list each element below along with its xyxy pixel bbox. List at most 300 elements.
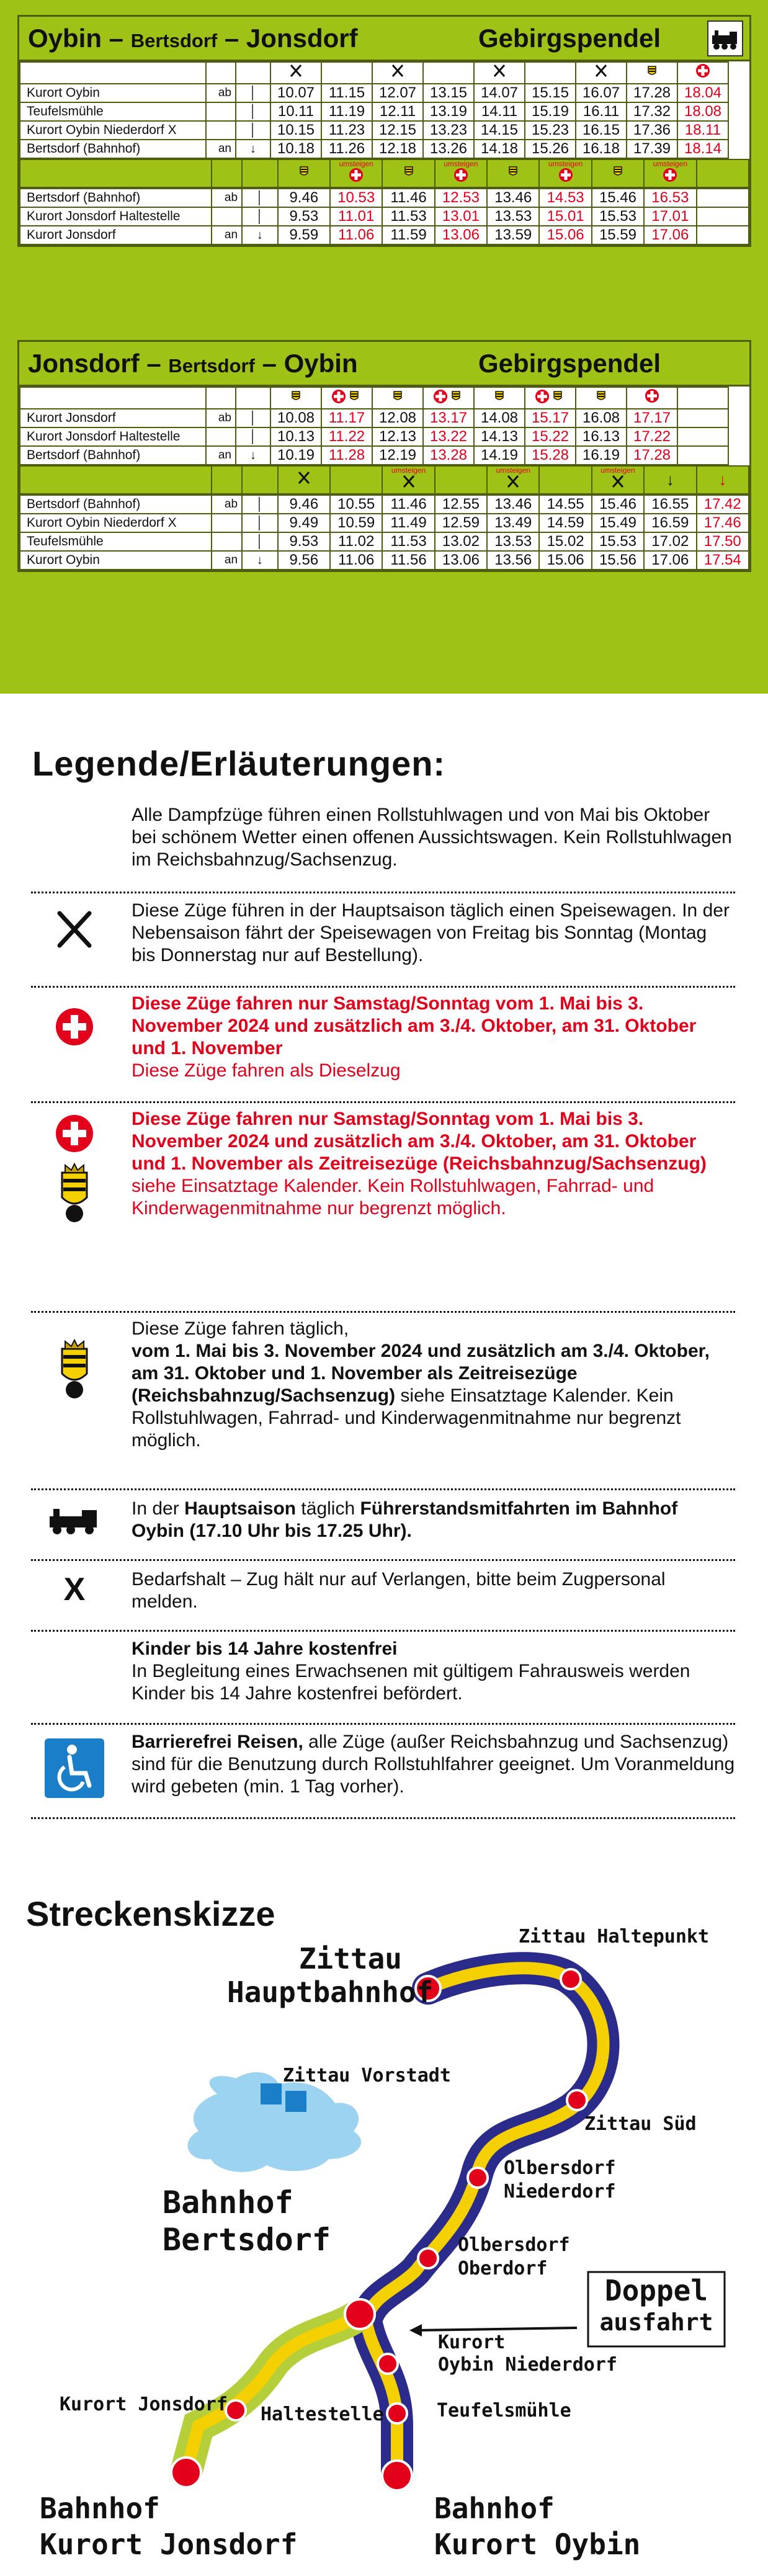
- departure-time: 18.08: [677, 102, 728, 121]
- departure-time: 9.53: [278, 532, 330, 551]
- departure-time: 17.28: [627, 84, 677, 102]
- departure-time: 14.55: [539, 495, 591, 514]
- station-name: Teufelsmühle: [20, 532, 212, 551]
- departure-time: 14.53: [539, 189, 591, 207]
- departure-time: [697, 189, 749, 207]
- departure-time: 11.26: [321, 140, 372, 158]
- dining-car-icon: [592, 466, 644, 494]
- departure-time: 17.54: [697, 551, 749, 570]
- empty-cell: [20, 159, 212, 187]
- departure-time: 13.53: [487, 207, 539, 226]
- departure-time: [677, 409, 728, 427]
- timetable-section-bottom: [19, 494, 749, 570]
- departure-time: 10.08: [270, 409, 321, 427]
- fork-knife-icon: [31, 907, 118, 955]
- table-row: [20, 226, 749, 244]
- timetable-title: Jonsdorf – Bertsdorf – Oybin: [28, 348, 358, 378]
- departure-time: 15.53: [592, 532, 644, 551]
- departure-time: 11.49: [382, 514, 434, 532]
- timetable-header: [19, 342, 749, 387]
- departure-time: [677, 427, 728, 446]
- departure-time: 11.19: [321, 102, 372, 121]
- timetable-transfer-row: [19, 465, 749, 494]
- diesel-cross-icon: [330, 159, 382, 187]
- legend-text: In der Hauptsaison täglich Führerstandsmitfahrten im Bahnhof Oybin (17.10 Uhr bis 17.25 Uhr).: [132, 1498, 678, 1541]
- table-row: [20, 532, 749, 551]
- ab-an-label: [206, 102, 236, 121]
- departure-time: 17.50: [697, 532, 749, 551]
- departure-time: 15.26: [525, 140, 576, 158]
- empty-cell: [20, 387, 206, 409]
- station-olbersdorf-niederdorf: [468, 2168, 488, 2188]
- departure-time: 11.06: [330, 226, 382, 244]
- departure-time: 16.55: [644, 495, 696, 514]
- table-row: [20, 121, 768, 140]
- departure-time: 12.19: [372, 446, 423, 465]
- station-bertsdorf: [345, 2299, 375, 2329]
- departure-time: 16.15: [576, 121, 627, 140]
- ab-an-label: an: [212, 226, 242, 244]
- departure-time: 11.01: [330, 207, 382, 226]
- zeitreise-coat-icon: [372, 387, 423, 409]
- steam-locomotive-icon: [707, 20, 743, 56]
- departure-time: 15.06: [539, 551, 591, 570]
- legend-title: Legende/Erläuterungen:: [32, 744, 446, 783]
- legend-text: Bedarfshalt – Zug hält nur auf Verlangen, bitte beim Zugpersonal melden.: [132, 1569, 666, 1612]
- departure-time: 16.59: [644, 514, 696, 532]
- departure-time: 15.46: [592, 189, 644, 207]
- legend-item-request-stop: [31, 1562, 735, 1632]
- departure-time: 12.18: [372, 140, 423, 158]
- departure-time: 10.15: [270, 121, 321, 140]
- umsteigen-label: umsteigen: [601, 466, 635, 475]
- departure-time: 14.08: [474, 409, 525, 427]
- timetable-oybin-jonsdorf: [17, 15, 751, 247]
- departure-time: 14.18: [474, 140, 525, 158]
- table-row: [20, 514, 749, 532]
- departure-time: 17.02: [644, 532, 696, 551]
- label-olbersdorf-niederdorf: Olbersdorf Niederdorf: [504, 2157, 616, 2203]
- departure-time: 9.46: [278, 189, 330, 207]
- ab-an-label: [206, 121, 236, 140]
- direction-arrow-icon: ↓: [242, 551, 278, 570]
- departure-time: 18.04: [677, 84, 728, 102]
- empty-cell: [423, 62, 474, 84]
- departure-time: 13.02: [435, 532, 487, 551]
- departure-time: 17.39: [627, 140, 677, 158]
- direction-arrow-icon: │: [242, 207, 278, 226]
- label-bahnhof-bertsdorf: Bahnhof Bertsdorf: [163, 2185, 331, 2258]
- label-bahnhof-kurort-jonsdorf: Bahnhof Kurort Jonsdorf: [40, 2492, 298, 2561]
- timetable-header: [19, 17, 749, 61]
- departure-time: 17.06: [644, 551, 696, 570]
- departure-time: 13.46: [487, 189, 539, 207]
- station-name: Kurort Jonsdorf Haltestelle: [20, 207, 212, 226]
- departure-time: 13.19: [423, 102, 474, 121]
- departure-time: 13.56: [487, 551, 539, 570]
- label-zittau-hbf-2: Hauptbahnhof: [227, 1975, 434, 2009]
- label-doppelausfahrt: Doppel ausfahrt: [599, 2274, 713, 2336]
- timetable-section-top: [19, 387, 768, 465]
- legend-item-accessibility: [31, 1726, 735, 1819]
- legend-item-diesel: [31, 989, 735, 1103]
- empty-cell: [206, 62, 236, 84]
- table-row: [20, 140, 768, 158]
- departure-time: 16.53: [644, 189, 696, 207]
- departure-time: 14.13: [474, 427, 525, 446]
- empty-cell: [330, 466, 382, 494]
- departure-time: 12.59: [435, 514, 487, 532]
- departure-time: 9.46: [278, 495, 330, 514]
- departure-time: 17.32: [627, 102, 677, 121]
- station-name: Kurort Oybin: [20, 551, 212, 570]
- zeitreise-coat-icon: [627, 62, 677, 84]
- empty-cell: [321, 62, 372, 84]
- diesel-cross-icon: [627, 387, 677, 409]
- empty-cell: [20, 62, 206, 84]
- departure-time: 15.59: [592, 226, 644, 244]
- dining-car-icon: [270, 62, 321, 84]
- departure-time: 15.28: [525, 446, 576, 465]
- departure-time: 13.15: [423, 84, 474, 102]
- legend-text: Diese Züge führen in der Hauptsaison täglich einen Speisewagen. In der Nebensaison fährt der Speisewagen von Freitag bis Sonntag (Montag bis Donnerstag nur auf Bestellung).: [132, 900, 730, 965]
- label-bahnhof-kurort-oybin: Bahnhof Kurort Oybin: [434, 2492, 641, 2561]
- departure-time: 15.17: [525, 409, 576, 427]
- legend-text: Barrierefrei Reisen, alle Züge (außer Reichsbahnzug und Sachsenzug) sind für die Benutzung durch Rollstuhlfahrer geeignet. Um Voranmeldung wird gebeten (min. 1 Tag vorher).: [132, 1732, 735, 1797]
- departure-time: 15.56: [592, 551, 644, 570]
- icon-header-row: [20, 62, 768, 84]
- departure-time: 15.46: [592, 495, 644, 514]
- saxony-coat-of-arms-icon: [31, 1336, 118, 1408]
- empty-cell: [236, 387, 270, 409]
- departure-time: 15.19: [525, 102, 576, 121]
- departure-time: 15.02: [539, 532, 591, 551]
- dining-car-icon: [382, 466, 434, 494]
- table-row: [20, 207, 749, 226]
- transfer-row: [20, 466, 749, 494]
- table-row: [20, 84, 768, 102]
- legend-item-wheelchair-car: [31, 800, 735, 893]
- departure-time: 13.22: [423, 427, 474, 446]
- departure-time: 17.46: [697, 514, 749, 532]
- direction-arrow-icon: │: [236, 102, 270, 121]
- empty-cell: [539, 466, 591, 494]
- departure-time: 15.01: [539, 207, 591, 226]
- diesel-cross-icon: [677, 62, 728, 84]
- departure-time: 10.11: [270, 102, 321, 121]
- label-haltestelle: Haltestelle: [261, 2404, 384, 2425]
- departure-time: 11.06: [330, 551, 382, 570]
- departure-time: 11.46: [382, 189, 434, 207]
- departure-time: 11.59: [382, 226, 434, 244]
- departure-time: 11.56: [382, 551, 434, 570]
- red-cross-icon: [31, 1114, 118, 1156]
- departure-time: 11.23: [321, 121, 372, 140]
- empty-cell: [242, 159, 278, 187]
- departure-time: 13.06: [435, 551, 487, 570]
- departure-time: 12.08: [372, 409, 423, 427]
- table-row: [20, 102, 768, 121]
- table-row: [20, 495, 749, 514]
- ab-an-label: an: [206, 446, 236, 465]
- station-name: Bertsdorf (Bahnhof): [20, 446, 206, 465]
- zeitreise-coat-icon: [278, 159, 330, 187]
- departure-time: 10.13: [270, 427, 321, 446]
- station-oybin-niederdorf: [378, 2354, 398, 2374]
- departure-time: 14.11: [474, 102, 525, 121]
- dining-car-icon: [372, 62, 423, 84]
- departure-time: 12.55: [435, 495, 487, 514]
- empty-cell: [212, 159, 242, 187]
- departure-time: 10.07: [270, 84, 321, 102]
- label-kurort-jonsdorf-small: Kurort Jonsdorf: [60, 2394, 228, 2415]
- arrow-down-red-icon: ↓: [697, 466, 749, 494]
- timetable-title: Oybin – Bertsdorf – Jonsdorf: [28, 23, 358, 53]
- transfer-row: [20, 159, 749, 187]
- diesel-zeitreise-icon: [525, 387, 576, 409]
- departure-time: 12.15: [372, 121, 423, 140]
- ab-an-label: ab: [212, 495, 242, 514]
- departure-time: [697, 207, 749, 226]
- diesel-zeitreise-icon: [423, 387, 474, 409]
- legend-text: Diese Züge fahren nur Samstag/Sonntag vom 1. Mai bis 3. November 2024 und zusätzlich am 3./4. Oktober, am 31. Oktober und 1. November als Zeitreisezüge (Reichsbahnzug/Sachsenzug) siehe Einsatztage Kalender. Kein Rollstuhlwagen, Fahrrad- und Kinderwagenmitnahme nur begrenzt möglich.: [132, 1109, 707, 1219]
- ab-an-label: ab: [212, 189, 242, 207]
- station-kurort-jonsdorf: [171, 2457, 201, 2487]
- empty-cell: [242, 466, 278, 494]
- dining-car-icon: [487, 466, 539, 494]
- departure-time: 17.28: [627, 446, 677, 465]
- station-olbersdorf-oberdorf: [418, 2248, 438, 2268]
- timetable-subtitle: Gebirgspendel: [478, 348, 661, 378]
- umsteigen-label: umsteigen: [548, 159, 583, 168]
- timetable-jonsdorf-oybin: [17, 340, 751, 572]
- departure-time: 11.28: [321, 446, 372, 465]
- departure-time: 13.49: [487, 514, 539, 532]
- request-stop-x-icon: X: [63, 1572, 86, 1608]
- departure-time: 11.22: [321, 427, 372, 446]
- departure-time: 9.49: [278, 514, 330, 532]
- departure-time: 12.11: [372, 102, 423, 121]
- station-name: Kurort Oybin Niederdorf X: [20, 121, 206, 140]
- direction-arrow-icon: │: [236, 84, 270, 102]
- label-olbersdorf-oberdorf: Olbersdorf Oberdorf: [458, 2234, 570, 2279]
- umsteigen-label: umsteigen: [444, 159, 478, 168]
- station-name: Kurort Oybin Niederdorf X: [20, 514, 212, 532]
- label-zittau-haltepunkt: Zittau Haltepunkt: [519, 1926, 710, 1948]
- empty-cell: [206, 387, 236, 409]
- departure-time: 14.59: [539, 514, 591, 532]
- arrow-down-icon: ↓: [644, 466, 696, 494]
- table-row: [20, 551, 749, 570]
- departure-time: 13.53: [487, 532, 539, 551]
- departure-time: 13.46: [487, 495, 539, 514]
- dining-car-icon: [278, 466, 330, 494]
- diesel-cross-icon: [644, 159, 696, 187]
- timetable-section-top: [19, 61, 768, 159]
- timetable-transfer-row: [19, 159, 749, 188]
- empty-cell: [435, 466, 487, 494]
- departure-time: 14.15: [474, 121, 525, 140]
- departure-time: 17.22: [627, 427, 677, 446]
- departure-time: 17.17: [627, 409, 677, 427]
- timetable-section-bottom: [19, 188, 749, 245]
- table-row: [20, 427, 768, 446]
- table-row: [20, 409, 768, 427]
- bathing-icon: [261, 2083, 282, 2104]
- departure-time: 12.13: [372, 427, 423, 446]
- departure-time: 17.42: [697, 495, 749, 514]
- dining-car-icon: [474, 62, 525, 84]
- departure-time: 15.15: [525, 84, 576, 102]
- departure-time: 18.14: [677, 140, 728, 158]
- departure-time: 11.15: [321, 84, 372, 102]
- direction-arrow-icon: │: [236, 427, 270, 446]
- departure-time: 9.56: [278, 551, 330, 570]
- empty-cell: [697, 159, 749, 187]
- station-zittau-haltepunkt: [561, 1969, 581, 1989]
- departure-time: 13.23: [423, 121, 474, 140]
- departure-time: 17.36: [627, 121, 677, 140]
- dining-car-icon: [576, 62, 627, 84]
- station-teufelsmuehle: [387, 2404, 407, 2423]
- label-zittau-sued: Zittau Süd: [584, 2113, 697, 2135]
- transfer-row: [20, 387, 768, 409]
- departure-time: 11.46: [382, 495, 434, 514]
- label-kurort-oybin-niederdorf: Kurort Oybin Niederdorf: [438, 2332, 617, 2376]
- label-teufelsmuehle: Teufelsmühle: [437, 2400, 571, 2422]
- departure-time: 16.19: [576, 446, 627, 465]
- diesel-zeitreise-icon: [321, 387, 372, 409]
- table-row: [20, 446, 768, 465]
- departure-time: 13.17: [423, 409, 474, 427]
- zeitreise-coat-icon: [576, 387, 627, 409]
- route-sketch-title: Streckenskizze: [26, 1894, 275, 1933]
- departure-time: 11.17: [321, 409, 372, 427]
- station-name: Kurort Jonsdorf: [20, 409, 206, 427]
- departure-time: 10.59: [330, 514, 382, 532]
- departure-time: 10.55: [330, 495, 382, 514]
- ab-an-label: [212, 514, 242, 532]
- arrow-head-icon: [409, 2324, 422, 2337]
- departure-time: 16.18: [576, 140, 627, 158]
- swimming-icon: [285, 2091, 306, 2112]
- empty-cell: [212, 466, 242, 494]
- zeitreise-coat-icon: [474, 387, 525, 409]
- legend-text: Diese Züge fahren nur Samstag/Sonntag vom 1. Mai bis 3. November 2024 und zusätzlich am 3./4. Oktober, am 31. Oktober und 1. November Diese Züge fahren als Dieselzug: [132, 993, 697, 1081]
- zeitreise-coat-icon: [592, 159, 644, 187]
- zeitreise-coat-icon: [487, 159, 539, 187]
- ab-an-label: an: [206, 140, 236, 158]
- departure-time: 10.18: [270, 140, 321, 158]
- station-jonsdorf-haltestelle: [226, 2400, 246, 2420]
- departure-time: 11.02: [330, 532, 382, 551]
- wheelchair-icon: [31, 1738, 118, 1801]
- departure-time: 14.07: [474, 84, 525, 102]
- departure-time: 13.06: [435, 226, 487, 244]
- departure-time: 17.01: [644, 207, 696, 226]
- empty-cell: [20, 466, 212, 494]
- departure-time: [677, 446, 728, 465]
- table-row: [20, 189, 749, 207]
- station-name: Bertsdorf (Bahnhof): [20, 189, 212, 207]
- direction-arrow-icon: ↓: [236, 446, 270, 465]
- departure-time: 13.26: [423, 140, 474, 158]
- umsteigen-label: umsteigen: [496, 466, 530, 475]
- departure-time: 10.53: [330, 189, 382, 207]
- station-name: Bertsdorf (Bahnhof): [20, 495, 212, 514]
- direction-arrow-icon: ↓: [236, 140, 270, 158]
- station-name: Kurort Jonsdorf: [20, 226, 212, 244]
- departure-time: 10.19: [270, 446, 321, 465]
- departure-time: 13.28: [423, 446, 474, 465]
- legend-item-zeitreise-weekend: [31, 1104, 735, 1313]
- legend-text: Alle Dampfzüge führen einen Rollstuhlwagen und von Mai bis Oktober bei schönem Wetter einen offenen Aussichtswagen. Kein Rollstuhlwagen im Reichsbahnzug/Sachsenzug.: [132, 805, 732, 870]
- departure-time: 14.19: [474, 446, 525, 465]
- label-zittau-hbf: Zittau: [298, 1942, 402, 1975]
- legend-item-cab-ride: [31, 1491, 735, 1561]
- empty-cell: [677, 387, 728, 409]
- station-name: Teufelsmühle: [20, 102, 206, 121]
- departure-time: 13.59: [487, 226, 539, 244]
- departure-time: 15.22: [525, 427, 576, 446]
- departure-time: [697, 226, 749, 244]
- legend-text: Diese Züge fahren täglich, vom 1. Mai bis 3. November 2024 und zusätzlich am 3./4. Oktober, am 31. Oktober und 1. November als Zeitreisezüge (Reichsbahnzug/Sachsenzug) siehe Einsatztage Kalender. Kein Rollstuhlwagen, Fahrrad- und Kinderwagenmitnahme nur begrenzt möglich.: [132, 1318, 710, 1451]
- doppelausfahrt-arrow: [416, 2328, 577, 2330]
- zeitreise-coat-icon: [382, 159, 434, 187]
- departure-time: 9.59: [278, 226, 330, 244]
- departure-time: 16.11: [576, 102, 627, 121]
- ab-an-label: [212, 207, 242, 226]
- legend-text: Kinder bis 14 Jahre kostenfrei In Begleitung eines Erwachsenen mit gültigem Fahrausweis werden Kinder bis 14 Jahre kostenfrei befördert.: [132, 1639, 690, 1704]
- station-name: Bertsdorf (Bahnhof): [20, 140, 206, 158]
- ab-an-label: ab: [206, 409, 236, 427]
- saxony-coat-of-arms-icon: [31, 1160, 118, 1232]
- departure-time: 15.06: [539, 226, 591, 244]
- direction-arrow-icon: │: [236, 121, 270, 140]
- umsteigen-label: umsteigen: [391, 466, 426, 475]
- zeitreise-coat-icon: [270, 387, 321, 409]
- departure-time: 13.01: [435, 207, 487, 226]
- legend-item-children: [31, 1633, 735, 1725]
- departure-time: 17.06: [644, 226, 696, 244]
- timetable-subtitle: Gebirgspendel: [478, 23, 661, 53]
- ab-an-label: ab: [206, 84, 236, 102]
- empty-cell: [236, 62, 270, 84]
- departure-time: 11.53: [382, 532, 434, 551]
- station-name: Kurort Jonsdorf Haltestelle: [20, 427, 206, 446]
- departure-time: 9.53: [278, 207, 330, 226]
- ab-an-label: [206, 427, 236, 446]
- direction-arrow-icon: ↓: [242, 226, 278, 244]
- direction-arrow-icon: │: [242, 495, 278, 514]
- station-name: Kurort Oybin: [20, 84, 206, 102]
- steam-locomotive-icon: [31, 1505, 118, 1539]
- departure-time: 11.53: [382, 207, 434, 226]
- departure-time: 15.23: [525, 121, 576, 140]
- departure-time: 16.08: [576, 409, 627, 427]
- departure-time: 16.07: [576, 84, 627, 102]
- departure-time: 18.11: [677, 121, 728, 140]
- umsteigen-label: umsteigen: [339, 159, 373, 168]
- red-cross-icon: [31, 1008, 118, 1049]
- departure-time: 12.07: [372, 84, 423, 102]
- station-zittau-sued: [567, 2090, 587, 2110]
- diesel-cross-icon: [539, 159, 591, 187]
- diesel-cross-icon: [435, 159, 487, 187]
- direction-arrow-icon: │: [236, 409, 270, 427]
- legend-item-zeitreise-daily: [31, 1314, 735, 1490]
- empty-cell: [525, 62, 576, 84]
